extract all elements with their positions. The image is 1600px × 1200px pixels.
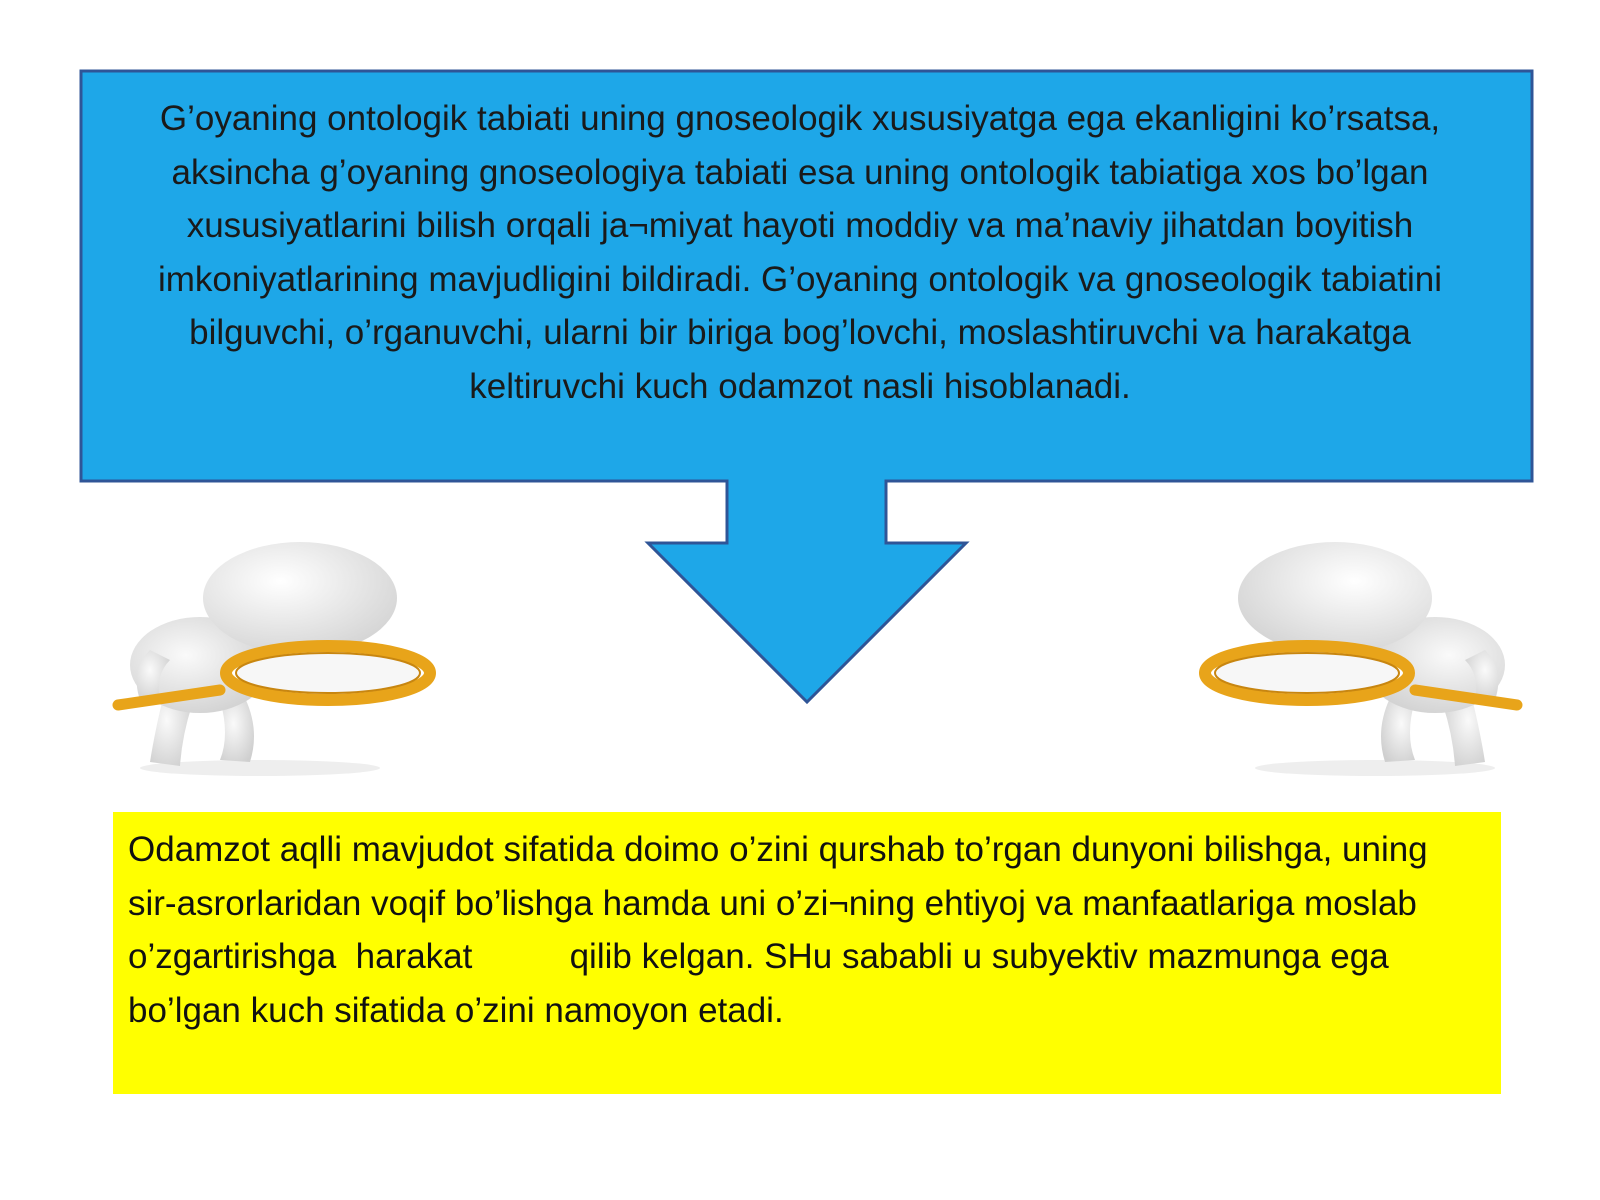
highlight-text: Odamzot aqlli mavjudot sifatida doimo o’zini qurshab to’rgan dunyoni bilishga, uning sir-asrorlaridan voqif bo’lishga hamda uni o’zi¬ning ehtiyoj va manfaatlariga moslab o’zgartirishga harakat qilib kelgan. SHu sababli u subyektiv mazmunga ega bo’lgan kuch sifatida o’zini namoyon etadi. (128, 830, 1438, 1030)
person-with-magnifier-icon (110, 540, 450, 780)
person-with-magnifier-icon (1185, 540, 1525, 780)
callout-text: G’oyaning ontologik tabiati uning gnoseologik xususiyatga ega ekanligini ko’rsatsa, aksincha g’oyaning gnoseologiya tabiati esa uning ontologik tabiatiga xos bo’lgan xususiyatlarini bilish orqali ja¬miyat hayoti moddiy va ma’naviy jihatdan boyitish imkoniyatlarining mavjudligini bildiradi. G’oyaning ontologik va gnoseologik tabiatini bilguvchi, o’rganuvchi, ularni bir biriga bog’lovchi, moslashtiruvchi va harakatga keltiruvchi kuch odamzot nasli hisoblanadi. (157, 99, 1443, 406)
